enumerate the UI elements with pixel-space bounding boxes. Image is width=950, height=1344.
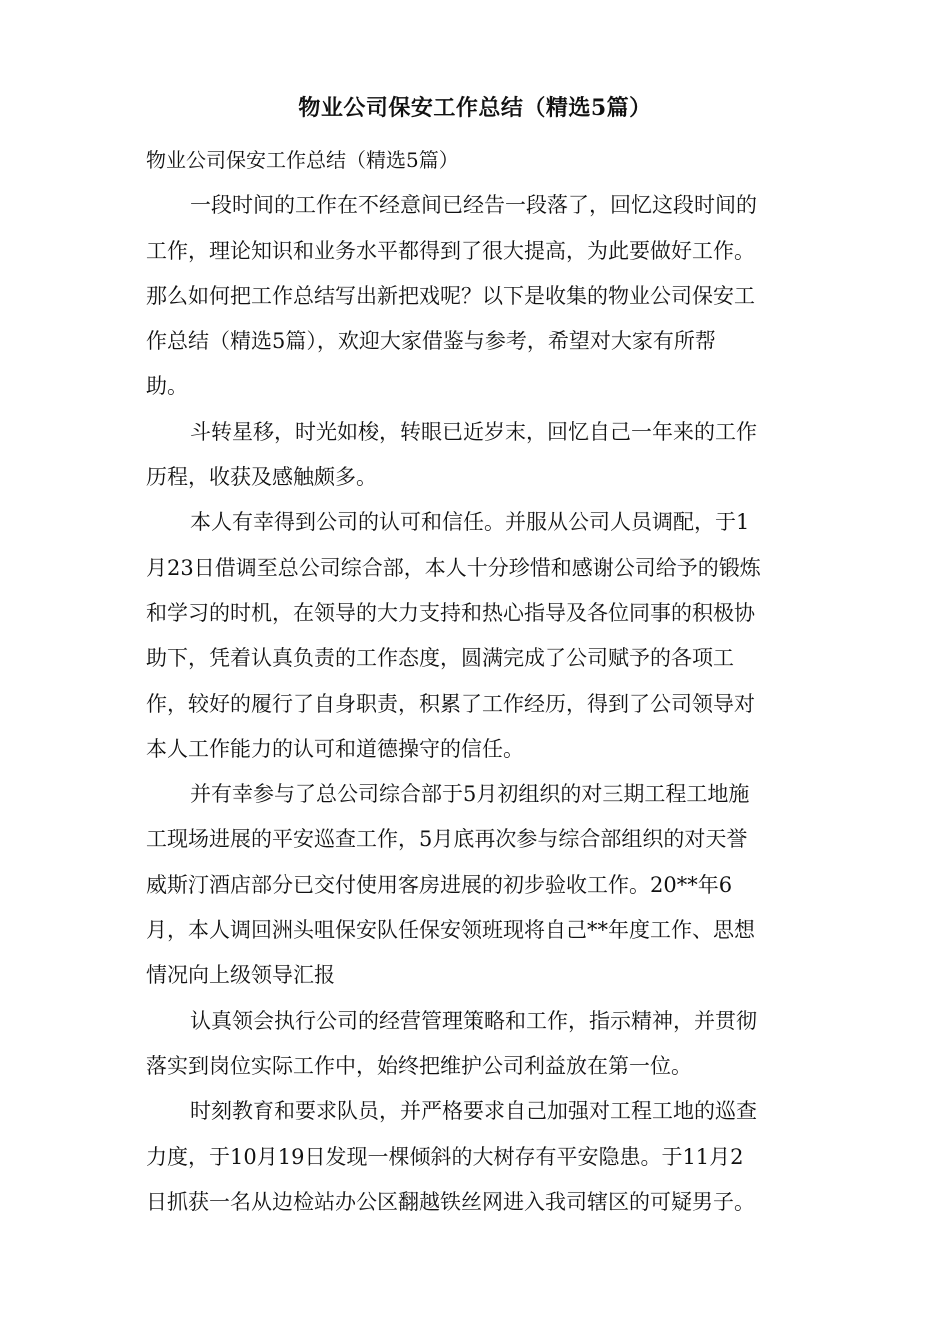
- document-title: 物业公司保安工作总结（精选5篇）: [298, 95, 652, 121]
- text-line: 工现场进展的平安巡查工作，5月底再次参与综合部组织的对天誉: [146, 827, 748, 852]
- text-line: 助下，凭着认真负责的工作态度，圆满完成了公司赋予的各项工: [146, 646, 734, 671]
- text-line: 本人有幸得到公司的认可和信任。并服从公司人员调配，于1: [190, 510, 750, 535]
- text-line: 落实到岗位实际工作中，始终把维护公司利益放在第一位。: [146, 1053, 692, 1078]
- document-body: [146, 138, 806, 1225]
- text-line: 时刻教育和要求队员，并严格要求自己加强对工程工地的巡查: [190, 1099, 757, 1124]
- text-line: 认真领会执行公司的经营管理策略和工作，指示精神，并贯彻: [190, 1008, 757, 1033]
- text-line: 和学习的时机，在领导的大力支持和热心指导及各位同事的积极协: [146, 600, 755, 625]
- text-line: 本人工作能力的认可和道德操守的信任。: [146, 736, 524, 761]
- text-line: 月，本人调回洲头咀保安队任保安领班现将自己**年度工作、思想: [146, 918, 755, 943]
- text-line: 作总结（精选5篇），欢迎大家借鉴与参考，希望对大家有所帮: [146, 329, 716, 354]
- text-line: 助。: [146, 374, 188, 399]
- document-subtitle: 物业公司保安工作总结（精选5篇）: [146, 148, 459, 172]
- text-line: 工作，理论知识和业务水平都得到了很大提高，为此要做好工作。: [146, 238, 755, 263]
- text-line: 情况向上级领导汇报: [146, 963, 335, 988]
- text-line: 月23日借调至总公司综合部，本人十分珍惜和感谢公司给予的锻炼: [146, 555, 761, 580]
- text-line: 并有幸参与了总公司综合部于5月初组织的对三期工程工地施: [190, 782, 750, 807]
- text-line: 威斯汀酒店部分已交付使用客房进展的初步验收工作。20**年6: [146, 872, 733, 897]
- text-line: 那么如何把工作总结写出新把戏呢？以下是收集的物业公司保安工: [146, 283, 755, 308]
- text-line: 力度，于10月19日发现一棵倾斜的大树存有平安隐患。于11月2: [146, 1144, 744, 1169]
- text-line: 作，较好的履行了自身职责，积累了工作经历，得到了公司领导对: [146, 691, 755, 716]
- text-line: 历程，收获及感触颇多。: [146, 465, 377, 490]
- text-line: 一段时间的工作在不经意间已经告一段落了，回忆这段时间的: [190, 193, 757, 218]
- text-line: 斗转星移，时光如梭，转眼已近岁末，回忆自己一年来的工作: [190, 419, 757, 444]
- text-line: 日抓获一名从边检站办公区翻越铁丝网进入我司辖区的可疑男子。: [146, 1189, 755, 1214]
